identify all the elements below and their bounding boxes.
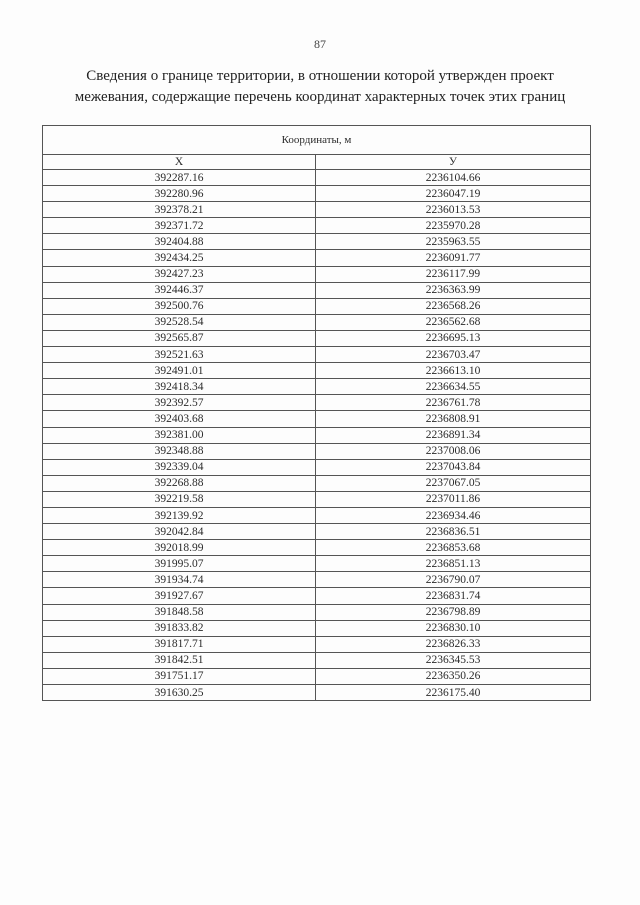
cell-x: 392139.92 [43,507,316,523]
cell-y: 2236808.91 [316,411,591,427]
cell-y: 2236117.99 [316,266,591,282]
cell-y: 2237008.06 [316,443,591,459]
table-row [43,604,591,620]
cell-y: 2237011.86 [316,491,591,507]
table-row [43,282,591,298]
table-row [43,186,591,202]
table-row [43,379,591,395]
table-row [43,330,591,346]
cell-y: 2236613.10 [316,363,591,379]
cell-x: 391995.07 [43,556,316,572]
cell-x: 391927.67 [43,588,316,604]
cell-x: 392268.88 [43,475,316,491]
cell-x: 392219.58 [43,491,316,507]
cell-y: 2236013.53 [316,202,591,218]
table-row [43,685,591,701]
table-row [43,636,591,652]
cell-y: 2236345.53 [316,652,591,668]
table-row [43,234,591,250]
table-row [43,652,591,668]
cell-x: 392371.72 [43,218,316,234]
document-heading: Сведения о границе территории, в отношении которой утвержден проект межевания, содержащие перечень координат характерных точек этих границ [74,68,566,105]
cell-x: 391833.82 [43,620,316,636]
cell-x: 392392.57 [43,395,316,411]
cell-x: 391842.51 [43,652,316,668]
cell-x: 392418.34 [43,379,316,395]
table-row [43,588,591,604]
cell-y: 2235970.28 [316,218,591,234]
cell-y: 2236891.34 [316,427,591,443]
cell-x: 392446.37 [43,282,316,298]
cell-x: 391630.25 [43,685,316,701]
table-row [43,363,591,379]
table-row [43,266,591,282]
table-row [43,202,591,218]
cell-y: 2236831.74 [316,588,591,604]
cell-x: 392404.88 [43,234,316,250]
table-row [43,443,591,459]
cell-x: 392434.25 [43,250,316,266]
cell-y: 2236363.99 [316,282,591,298]
cell-x: 392528.54 [43,314,316,330]
cell-y: 2236695.13 [316,330,591,346]
table-row [43,475,591,491]
cell-x: 392565.87 [43,330,316,346]
cell-y: 2236761.78 [316,395,591,411]
cell-x: 391848.58 [43,604,316,620]
coordinates-table [42,125,591,701]
cell-x: 392287.16 [43,170,316,186]
cell-y: 2236562.68 [316,314,591,330]
table-row [43,556,591,572]
cell-x: 392339.04 [43,459,316,475]
cell-x: 392018.99 [43,540,316,556]
cell-y: 2236350.26 [316,668,591,684]
cell-y: 2237067.05 [316,475,591,491]
cell-x: 392500.76 [43,298,316,314]
table-row [43,620,591,636]
cell-x: 392403.68 [43,411,316,427]
cell-y: 2236853.68 [316,540,591,556]
cell-x: 392521.63 [43,347,316,363]
column-header-y: У [316,155,591,170]
cell-y: 2236790.07 [316,572,591,588]
cell-y: 2236047.19 [316,186,591,202]
table-row [43,170,591,186]
coordinates-table-body [43,170,591,701]
cell-x: 392042.84 [43,524,316,540]
table-row [43,524,591,540]
cell-y: 2237043.84 [316,459,591,475]
cell-x: 391934.74 [43,572,316,588]
cell-y: 2236830.10 [316,620,591,636]
cell-y: 2236091.77 [316,250,591,266]
cell-x: 392427.23 [43,266,316,282]
table-row [43,540,591,556]
cell-y: 2236851.13 [316,556,591,572]
table-row [43,572,591,588]
table-row [43,459,591,475]
column-header-x: X [43,155,316,170]
cell-x: 392378.21 [43,202,316,218]
cell-y: 2236836.51 [316,524,591,540]
cell-x: 392280.96 [43,186,316,202]
page-number: 87 [314,37,326,51]
cell-y: 2236104.66 [316,170,591,186]
table-row [43,427,591,443]
table-row [43,250,591,266]
table-row [43,314,591,330]
cell-x: 391751.17 [43,668,316,684]
cell-x: 392348.88 [43,443,316,459]
cell-y: 2236175.40 [316,685,591,701]
table-row [43,298,591,314]
cell-x: 391817.71 [43,636,316,652]
cell-y: 2236826.33 [316,636,591,652]
cell-y: 2236798.89 [316,604,591,620]
cell-y: 2236568.26 [316,298,591,314]
table-row [43,491,591,507]
table-row [43,668,591,684]
table-row [43,218,591,234]
table-row [43,395,591,411]
cell-y: 2236703.47 [316,347,591,363]
cell-y: 2236634.55 [316,379,591,395]
table-row [43,411,591,427]
table-row [43,507,591,523]
coordinates-group-header: Координаты, м [43,126,591,155]
cell-y: 2235963.55 [316,234,591,250]
cell-x: 392381.00 [43,427,316,443]
cell-y: 2236934.46 [316,507,591,523]
table-row [43,347,591,363]
cell-x: 392491.01 [43,363,316,379]
